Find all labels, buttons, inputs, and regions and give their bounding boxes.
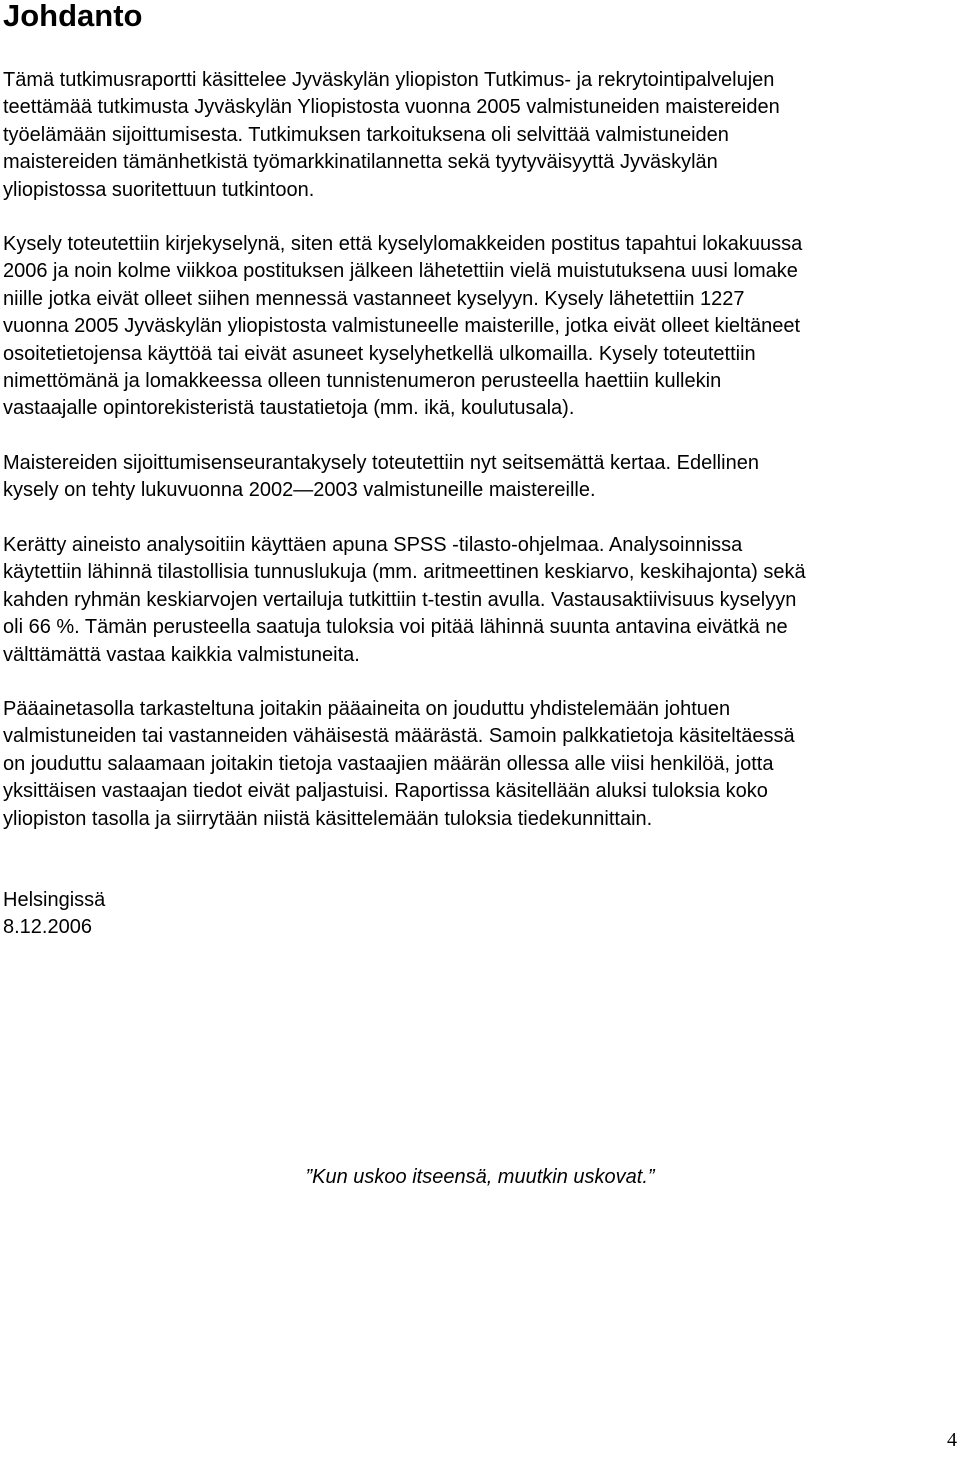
text-line: yksittäisen vastaajan tiedot eivät paljastuisi. Raportissa käsitellään aluksi tuloksia koko [3, 780, 768, 803]
text-line: yliopistossa suoritettuun tutkintoon. [3, 178, 315, 201]
text-line: välttämättä vastaa kaikkia valmistuneita. [3, 643, 360, 666]
closing-quote: ”Kun uskoo itseensä, muutkin uskovat.” [305, 1166, 655, 1188]
text-line: Maistereiden sijoittumisenseurantakysely toteutettiin nyt seitsemättä kertaa. Edellinen [3, 452, 759, 474]
text-line: yliopiston tasolla ja siirrytään niistä käsittelemään tuloksia tiedekunnittain. [3, 807, 653, 830]
text-line: osoitetietojensa käyttöä tai eivät asuneet kyselyhetkellä ulkomailla. Kysely toteutettiin [3, 342, 756, 365]
paragraph-analysis [3, 532, 958, 669]
text-line: niille jotka eivät olleet siihen mennessä vastanneet kyselyyn. Kysely lähetettiin 1227 [3, 287, 745, 310]
signature-place: Helsingissä [3, 889, 106, 911]
text-line: Kerätty aineisto analysoitiin käyttäen apuna SPSS -tilasto-ohjelmaa. Analysoinnissa [3, 534, 743, 556]
paragraph-history [3, 450, 958, 505]
text-line: on jouduttu salaamaan joitakin tietoja vastaajien määrän ollessa alle viisi henkilöä, jotta [3, 752, 774, 775]
text-line: kahden ryhmän keskiarvojen vertailuja tutkittiin t-testin avulla. Vastausaktiivisuus kyselyyn [3, 588, 797, 611]
paragraph-intro [3, 67, 958, 204]
text-line: vuonna 2005 Jyväskylän yliopistosta valmistuneelle maisterille, jotka eivät olleet kieltäneet [3, 315, 801, 338]
text-line: työelämään sijoittumisesta. Tutkimuksen tarkoituksena oli selvittää valmistuneiden [3, 123, 729, 146]
text-line: vastaajalle opintorekisteristä taustatietoja (mm. ikä, koulutusala). [3, 397, 575, 420]
paragraph-privacy [3, 696, 958, 833]
text-line: käytettiin lähinnä tilastollisia tunnuslukuja (mm. aritmeettinen keskiarvo, keskihajonta) sekä [3, 561, 806, 584]
text-line: Pääainetasolla tarkasteltuna joitakin pääaineita on jouduttu yhdistelemään johtuen [3, 698, 731, 720]
text-line: maistereiden tämänhetkistä työmarkkinatilannetta sekä tyytyväisyyttä Jyväskylän [3, 151, 718, 174]
text-line: teettämää tutkimusta Jyväskylän Yliopistosta vuonna 2005 valmistuneiden maistereiden [3, 96, 780, 119]
text-line: nimettömänä ja lomakkeessa olleen tunnistenumeron perusteella haettiin kullekin [3, 370, 722, 393]
text-line: Kysely toteutettiin kirjekyselynä, siten että kyselylomakkeiden postitus tapahtui lokakuussa [3, 233, 803, 255]
signature-date: 8.12.2006 [3, 916, 92, 938]
text-line: Tämä tutkimusraportti käsittelee Jyväskylän yliopiston Tutkimus- ja rekrytointipalvelujen [3, 69, 775, 91]
page-title: Johdanto [3, 0, 143, 33]
page-number: 4 [947, 1429, 957, 1451]
text-line: kysely on tehty lukuvuonna 2002—2003 valmistuneille maistereille. [3, 479, 596, 502]
text-line: valmistuneiden tai vastanneiden vähäisestä määrästä. Samoin palkkatietoja käsiteltäessä [3, 725, 795, 748]
text-line: oli 66 %. Tämän perusteella saatuja tuloksia voi pitää lähinnä suunta antavina eivätkä ne [3, 616, 788, 639]
paragraph-method [3, 231, 958, 423]
text-line: 2006 ja noin kolme viikkoa postituksen jälkeen lähetettiin vielä muistutuksena uusi lomake [3, 260, 798, 283]
